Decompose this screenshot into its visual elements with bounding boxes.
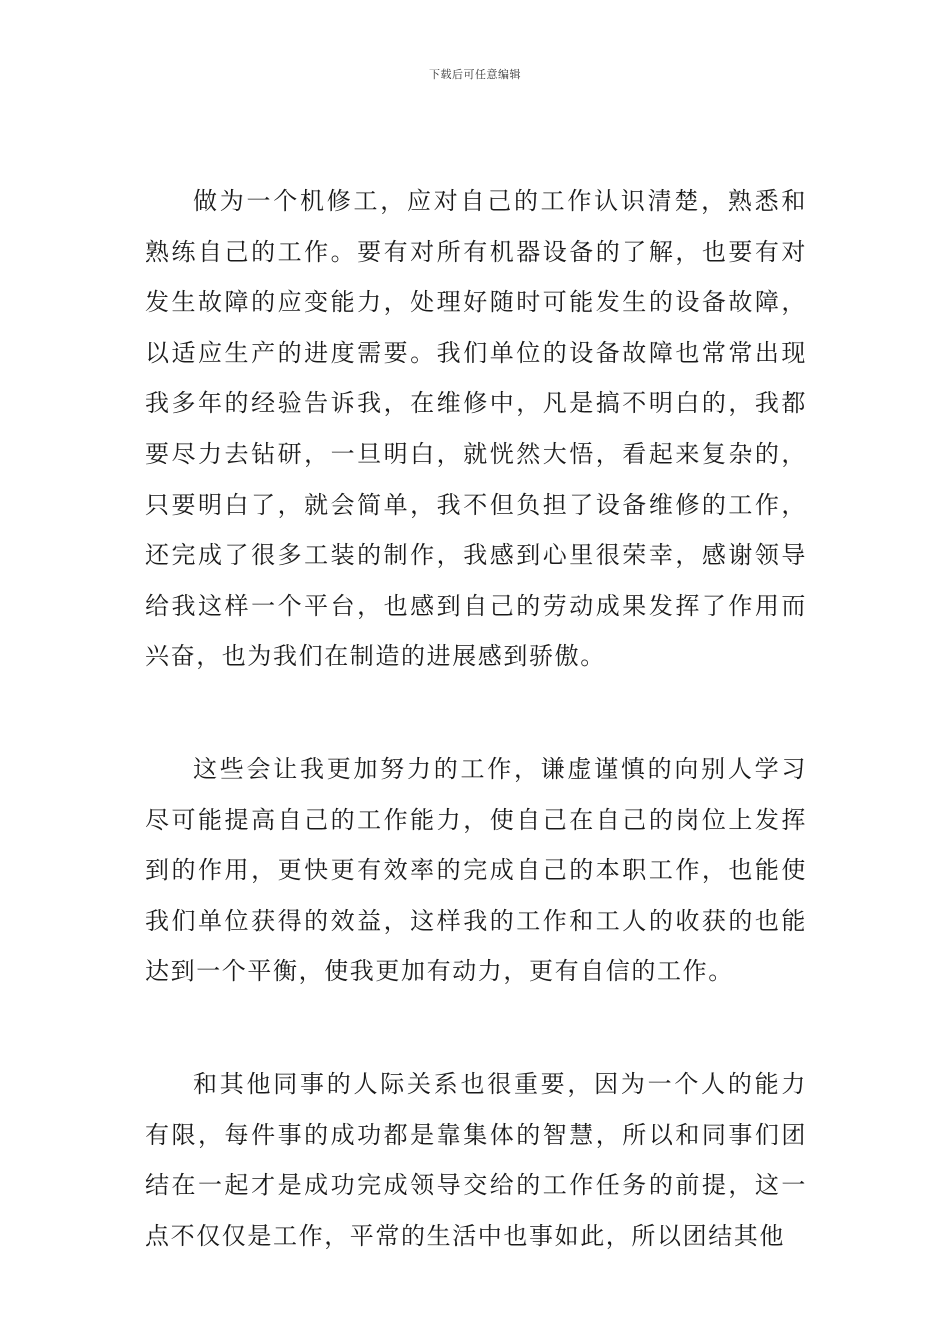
page-header: 下载后可任意编辑 — [429, 68, 521, 81]
document-body — [145, 176, 807, 1261]
paragraph-1: 做为一个机修工，应对自己的工作认识清楚，熟悉和熟练自己的工作。要有对所有机器设备的了解，也要有对发生故障的应变能力，处理好随时可能发生的设备故障，以适应生产的进度需要。我们单位的设备故障也常常出现我多年的经验告诉我，在维修中，凡是搞不明白的，我都要尽力去钻研，一旦明白，就恍然大悟，看起来复杂的，只要明白了，就会简单，我不但负担了设备维修的工作，还完成了很多工装的制作，我感到心里很荣幸，感谢领导给我这样一个平台，也感到自己的劳动成果发挥了作用而兴奋，也为我们在制造的进展感到骄傲。 — [145, 187, 807, 671]
paragraph-3: 和其他同事的人际关系也很重要，因为一个人的能力有限，每件事的成功都是靠集体的智慧，所以和同事们团结在一起才是成功完成领导交给的工作任务的前提，这一点不仅仅是工作，平常的生活中也事如此，所以团结其他 — [145, 1069, 807, 1250]
paragraph-2: 这些会让我更加努力的工作，谦虚谨慎的向别人学习尽可能提高自己的工作能力，使自己在自己的岗位上发挥到的作用，更快更有效率的完成自己的本职工作，也能使我们单位获得的效益，这样我的工作和工人的收获的也能达到一个平衡，使我更加有动力，更有自信的工作。 — [145, 754, 807, 986]
